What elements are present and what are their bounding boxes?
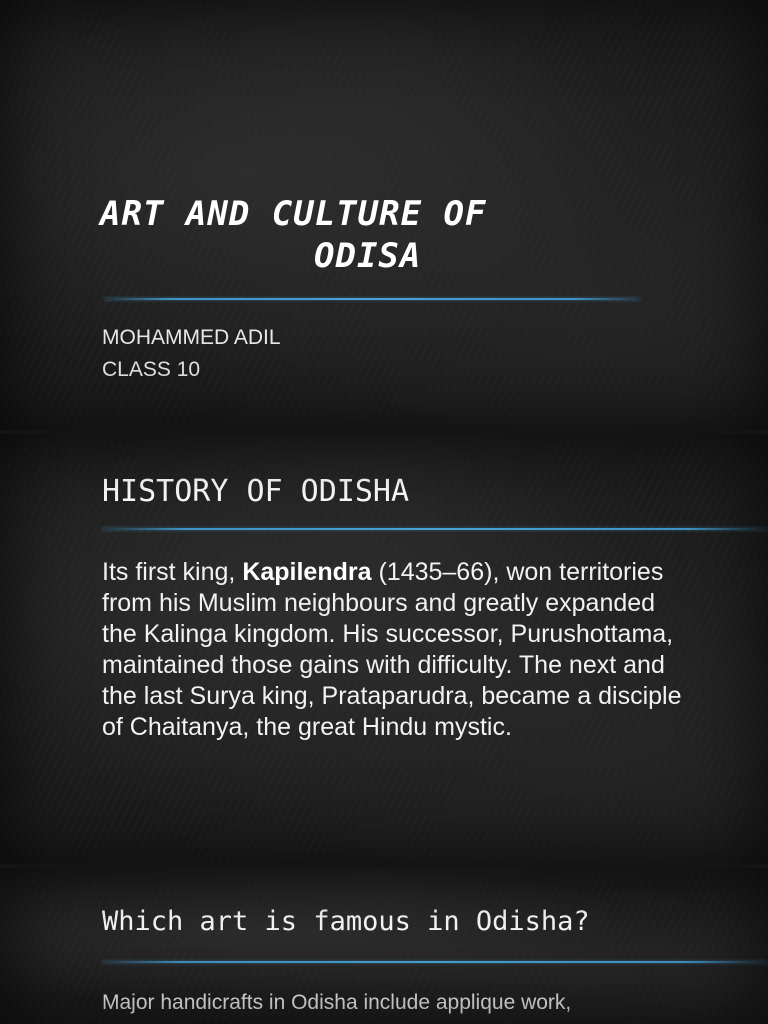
king-name-bold: Kapilendra bbox=[242, 558, 372, 586]
presentation-title bbox=[100, 193, 640, 277]
title-slide[interactable] bbox=[0, 0, 768, 430]
body-text-rest: (1435–66), won territories from his Muslim neighbours and greatly expanded the Kalinga kingdom. His successor, Purushottama, maintained those gains with difficulty. The next and the last Surya king, Prataparudra, became a disciple of Chaitanya, the great Hindu mystic. bbox=[102, 558, 682, 741]
class-label: CLASS 10 bbox=[102, 358, 201, 381]
slide-body-text: Major handicrafts in Odisha include applique work, bbox=[102, 991, 572, 1014]
author-name: MOHAMMED ADIL bbox=[102, 326, 281, 349]
title-divider bbox=[104, 298, 640, 300]
title-line-1: ART AND CULTURE OF bbox=[100, 194, 487, 234]
slide-body-text bbox=[102, 557, 682, 743]
presentation-subtitle bbox=[102, 322, 281, 386]
slide-heading: Which art is famous in Odisha? bbox=[102, 906, 590, 937]
heading-divider bbox=[102, 528, 768, 530]
history-slide[interactable] bbox=[0, 434, 768, 864]
slide-heading: HISTORY OF ODISHA bbox=[102, 474, 410, 509]
title-line-2: ODISA bbox=[314, 236, 422, 276]
body-text-intro: Its first king, bbox=[102, 558, 243, 586]
heading-divider bbox=[102, 961, 768, 963]
art-slide[interactable] bbox=[0, 868, 768, 1024]
